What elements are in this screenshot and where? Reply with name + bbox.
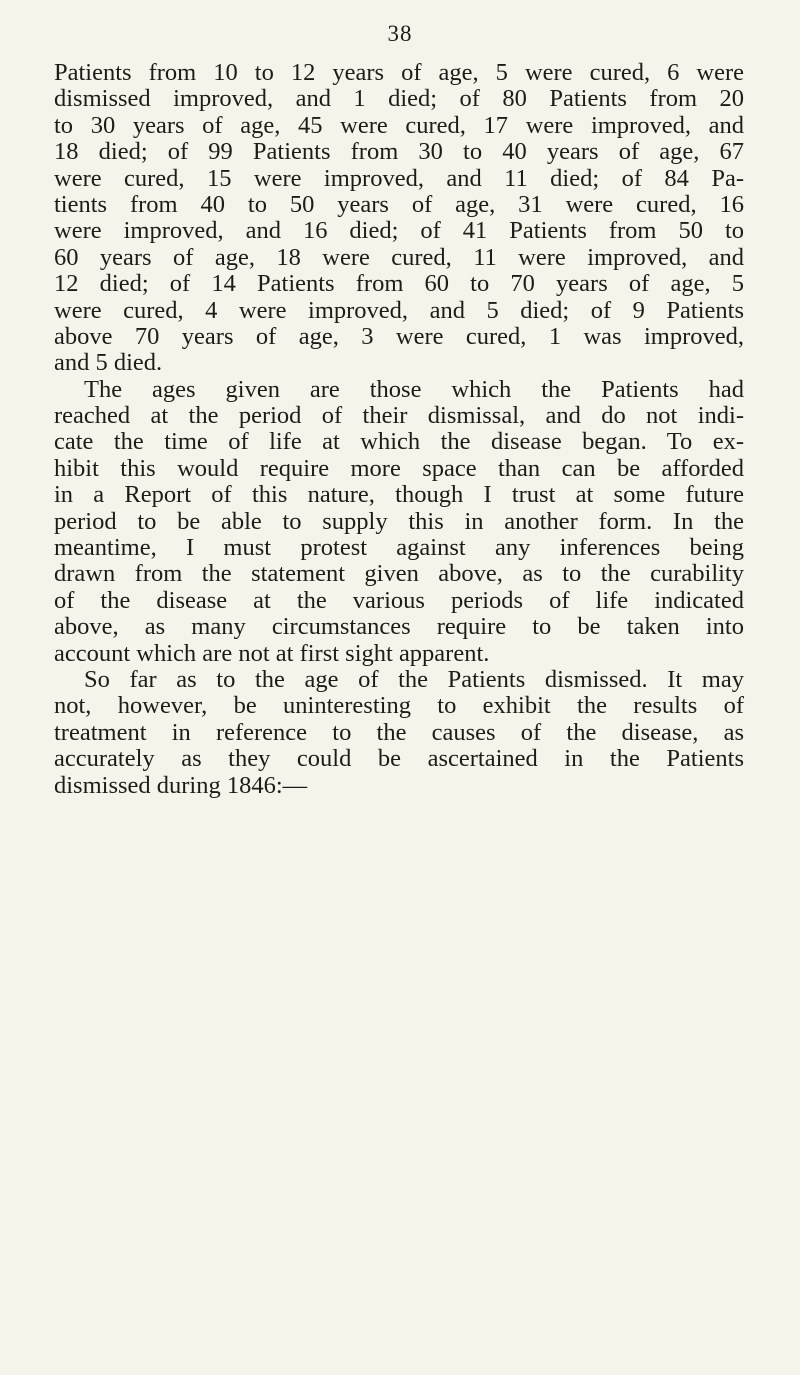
text-line: of the disease at the various periods of life indicated bbox=[54, 586, 744, 614]
text-line: meantime, I must protest against any inferences being bbox=[54, 534, 744, 562]
text-line: were cured, 4 were improved, and 5 died; of 9 Patients bbox=[54, 296, 744, 324]
text-line: in a Report of this nature, though I trust at some future bbox=[54, 481, 744, 509]
text-line: period to be able to supply this in another form. In the bbox=[54, 507, 744, 535]
body-text bbox=[54, 60, 744, 799]
text-line: accurately as they could be ascertained in the Patients bbox=[54, 745, 744, 773]
text-line: The ages given are those which the Patients had bbox=[84, 375, 744, 403]
text-line: and 5 died. bbox=[54, 349, 163, 377]
text-line: above, as many circumstances require to be taken into bbox=[54, 613, 744, 641]
page-number: 38 bbox=[387, 21, 413, 46]
text-line: 18 died; of 99 Patients from 30 to 40 years of age, 67 bbox=[54, 138, 744, 166]
text-line: were improved, and 16 died; of 41 Patients from 50 to bbox=[54, 217, 744, 245]
text-line: 12 died; of 14 Patients from 60 to 70 years of age, 5 bbox=[54, 270, 744, 298]
text-line: drawn from the statement given above, as to the curability bbox=[54, 560, 744, 588]
text-line: cate the time of life at which the disease began. To ex- bbox=[54, 428, 744, 456]
paragraph-ages-note bbox=[54, 377, 744, 667]
text-line: treatment in reference to the causes of the disease, as bbox=[54, 718, 744, 746]
text-line: So far as to the age of the Patients dismissed. It may bbox=[84, 665, 744, 693]
paragraph-age-results bbox=[54, 60, 744, 377]
text-line: to 30 years of age, 45 were cured, 17 were improved, and bbox=[54, 111, 744, 139]
paragraph-causes-intro bbox=[54, 667, 744, 799]
text-line: 60 years of age, 18 were cured, 11 were improved, and bbox=[54, 243, 744, 271]
text-line: Patients from 10 to 12 years of age, 5 were cured, 6 were bbox=[54, 59, 744, 86]
text-line: above 70 years of age, 3 were cured, 1 was improved, bbox=[54, 322, 744, 350]
text-line: hibit this would require more space than can be afforded bbox=[54, 454, 744, 482]
text-line: tients from 40 to 50 years of age, 31 were cured, 16 bbox=[54, 190, 744, 218]
text-line: dismissed during 1846:— bbox=[54, 771, 308, 799]
text-line: were cured, 15 were improved, and 11 died; of 84 Pa- bbox=[54, 164, 744, 192]
text-line: reached at the period of their dismissal, and do not indi- bbox=[54, 402, 744, 430]
text-line: dismissed improved, and 1 died; of 80 Patients from 20 bbox=[54, 85, 744, 113]
text-line: not, however, be uninteresting to exhibit the results of bbox=[54, 692, 744, 720]
text-line: account which are not at first sight apparent. bbox=[54, 639, 490, 667]
